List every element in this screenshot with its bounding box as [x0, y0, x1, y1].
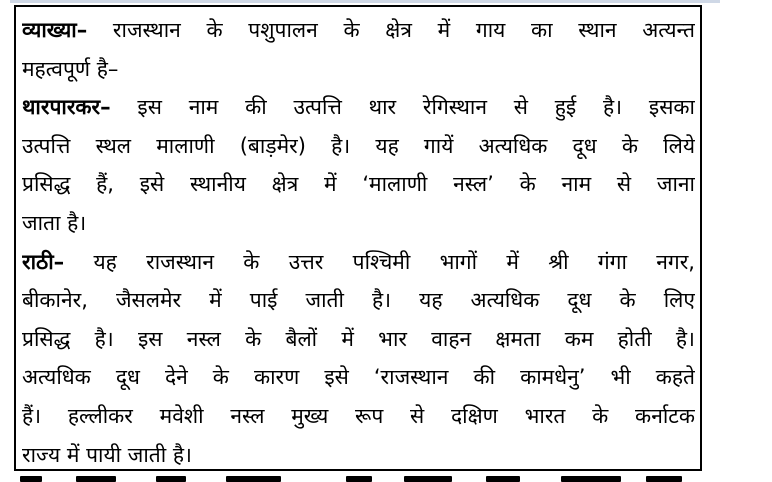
term-vyakhya: व्याख्या– [22, 18, 88, 42]
line-text: राज्य में पायी जाती है। [22, 442, 193, 467]
passage-line-11 [22, 397, 695, 436]
passage-line-1 [22, 11, 695, 50]
passage-line-4 [22, 127, 695, 166]
line-text: इस नाम की उत्पत्ति थार रेगिस्थान से हुई है। इसका [110, 95, 695, 120]
text-fragment [404, 476, 452, 482]
passage-line-2 [22, 50, 695, 89]
line-text: यह राजस्थान के उत्तर पश्चिमी भागों में श्री गंगा नगर, [64, 249, 695, 274]
passage-box [14, 5, 702, 471]
passage-line-12 [22, 436, 695, 471]
line-text: हैं। हल्लीकर मवेशी नस्ल मुख्य रूप से दक्षिण भारत के कर्नाटक [22, 403, 695, 428]
line-text: अत्यधिक दूध देने के कारण इसे ‘राजस्थान की कामधेनु’ भी कहते [22, 365, 695, 390]
text-fragment [486, 476, 520, 482]
line-text: राजस्थान के पशुपालन के क्षेत्र में गाय का स्थान अत्यन्त [87, 18, 695, 42]
text-fragment [20, 476, 42, 482]
text-fragment [156, 476, 186, 482]
line-text: जाता है। [22, 210, 87, 235]
term-rathi: राठी– [22, 249, 65, 274]
cut-off-next-line [16, 474, 702, 482]
line-text: उत्पत्ति स्थल मालाणी (बाड़मेर) है। यह गायें अत्यधिक दूध के लिये [22, 133, 695, 158]
text-fragment [226, 476, 281, 482]
passage-line-6 [22, 204, 695, 243]
text-fragment [561, 476, 621, 482]
line-text: प्रसिद्ध है। इस नस्ल के बैलों में भार वाहन क्षमता कम होती है। [22, 326, 695, 351]
term-tharparkar: थारपारकर– [22, 95, 111, 120]
text-fragment [76, 476, 116, 482]
top-accent-bar [10, 0, 720, 3]
line-text: महत्वपूर्ण है– [22, 56, 119, 81]
passage-line-5 [22, 165, 695, 204]
passage-line-7 [22, 243, 695, 282]
text-fragment [646, 476, 682, 482]
passage-line-3 [22, 88, 695, 127]
passage-line-9 [22, 320, 695, 359]
passage-line-8 [22, 281, 695, 320]
text-fragment [346, 476, 372, 482]
line-text: बीकानेर, जैसलमेर में पाई जाती है। यह अत्यधिक दूध के लिए [22, 288, 695, 313]
line-text: प्रसिद्ध हैं, इसे स्थानीय क्षेत्र में ‘मालाणी नस्ल’ के नाम से जाना [22, 172, 695, 197]
passage-line-10 [22, 358, 695, 397]
